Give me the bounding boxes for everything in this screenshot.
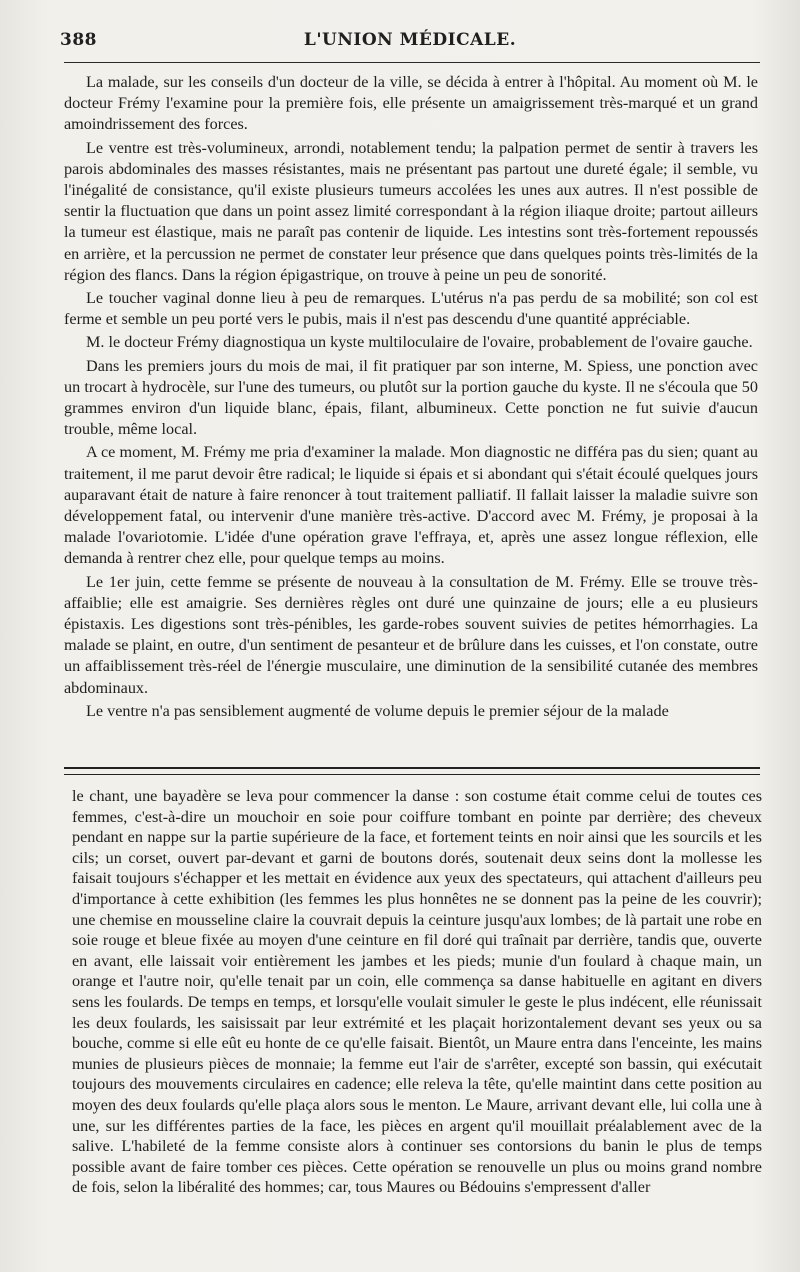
page-number: 388: [60, 30, 97, 50]
feuilleton-divider-thin: [64, 774, 760, 775]
paragraph: Le ventre n'a pas sensiblement augmenté de volume depuis le premier séjour de la malade: [86, 701, 669, 720]
paragraph: Le 1er juin, cette femme se présente de nouveau à la consultation de M. Frémy. Elle se trouve très-affaiblie; elle est amaigrie. Ses dernières règles ont duré une quinzaine de jours; elle a eu plusieurs épistaxis. Les digestions sont très-pénibles, les garde-robes souvent suivies de petites hémorrhagies. La malade se plaint, en outre, d'un sentiment de pesanteur et de brûlure dans les cuisses, et l'on constate, outre un affaiblissement très-réel de l'énergie musculaire, une diminution de la sensibilité cutanée des membres abdominaux.: [64, 572, 758, 697]
paragraph: Le toucher vaginal donne lieu à peu de remarques. L'utérus n'a pas perdu de sa mobilité; son col est ferme et semble un peu porté vers le pubis, mais il n'est pas descendu d'une quantité appréciable.: [64, 289, 758, 329]
paragraph: M. le docteur Frémy diagnostiqua un kyste multiloculaire de l'ovaire, probablement de l'ovaire gauche.: [86, 333, 753, 352]
feuilleton-article: [72, 786, 762, 1198]
paragraph: A ce moment, M. Frémy me pria d'examiner la malade. Mon diagnostic ne différa pas du sien; quant au traitement, il me parut devoir être radical; le liquide si épais et si abondant qui s'était écoulé quelques jours auparavant était de nature à faire renoncer à tout traitement palliatif. Il fallait laisser la maladie suivre son développement fatal, ou intervenir d'une manière très-active. D'accord avec M. Frémy, je proposai à la malade l'ovariotomie. L'idée d'une opération grave l'effraya, et, après une assez longue réflexion, elle demanda à rentrer chez elle, pour quelque temps au moins.: [64, 443, 758, 568]
header-rule: [64, 62, 760, 63]
paragraph: La malade, sur les conseils d'un docteur de la ville, se décida à entrer à l'hôpital. Au moment où M. le docteur Frémy l'examine pour la première fois, elle présente un amaigrissement très-marqué et un grand amoindrissement des forces.: [64, 73, 758, 134]
running-head: [60, 30, 760, 56]
paragraph: Dans les premiers jours du mois de mai, il fit pratiquer par son interne, M. Spiess, une ponction avec un trocart à hydrocèle, sur l'une des tumeurs, ou plutôt sur la portion gauche du kyste. Il ne s'écoula que 50 grammes environ d'un liquide blanc, épais, filant, albumineux. Cette ponction ne fut suivie d'aucun trouble, même local.: [64, 356, 758, 439]
journal-title: L'UNION MÉDICALE.: [303, 30, 517, 50]
feuilleton-paragraph: le chant, une bayadère se leva pour commencer la danse : son costume était comme celui de toutes ces femmes, c'est-à-dire un mouchoir en soie pour coiffure tombant en pointe par derrière; des cheveux pendant en nappe sur la partie supérieure de la face, et fortement teints en noir ainsi que les sourcils et les cils; un corset, ouvert par-devant et garni de boutons dorés, soutenait deux seins dont la mollesse les faisait toujours s'échapper et les mettait en évidence aux yeux des spectateurs, qui attachent d'ailleurs peu d'importance à cette exhibition (les femmes les plus honnêtes ne se donnent pas la peine de les couvrir); une chemise en mousseline claire la couvrait depuis la ceinture jusqu'aux lombes; de là partait une robe en soie rouge et bleue fixée au moyen d'une ceinture en fil doré qui traînait par derrière, tandis que, ouverte en avant, elle laissait voir entièrement les jambes et les pieds; munie d'un foulard à chaque main, un orange et l'autre noir, qu'elle tenait par un coin, elle commença sa danse habituelle en agitant en divers sens les foulards. De temps en temps, et lorsqu'elle voulait simuler le geste le plus indécent, elle réunissait les deux foulards, les saisissait par leur extrémité et les plaçait horizontalement devant ses yeux ou sa bouche, comme si elle eût eu honte de ce qu'elle faisait. Bientôt, un Maure entra dans l'enceinte, les mains munies de plusieurs pièces de monnaie; la femme eut l'air de s'arrêter, excepté son bassin, qui exécutait toujours des mouvements circulaires en cadence; elle releva la tête, qu'elle maintint dans cette position au moyen des deux foulards qu'elle plaça alors sous le menton. Le Maure, arrivant devant elle, lui colla une à une, sur les différentes parties de la face, les pièces en argent qu'il mouillait préalablement avec de la salive. L'habileté de la femme consiste alors à continuer ses contorsions du banin le plus de temps possible avant de faire tomber ces pièces. Cette opération se renouvelle un plus ou moins grand nombre de fois, selon la libéralité des hommes; car, tous Maures ou Bédouins s'empressent d'aller: [72, 787, 762, 1197]
main-article: [64, 72, 758, 724]
feuilleton-divider: [64, 767, 760, 769]
paragraph: Le ventre est très-volumineux, arrondi, notablement tendu; la palpation permet de sentir à travers les parois abdominales des masses résistantes, mais ne présentant pas partout une dureté égale; il semble, vu l'inégalité de consistance, qu'il existe plusieurs tumeurs accolées les unes aux autres. Il n'est possible de sentir la fluctuation que dans un point assez limité correspondant à la région iliaque droite; partout ailleurs la tumeur est élastique, mais ne paraît pas contenir de liquide. Les intestins sont très-fortement repoussés en arrière, et la percussion ne permet de constater leur présence que dans quelques points très-limités de la région des flancs. Dans la région épigastrique, on trouve à peine un peu de sonorité.: [64, 138, 758, 284]
